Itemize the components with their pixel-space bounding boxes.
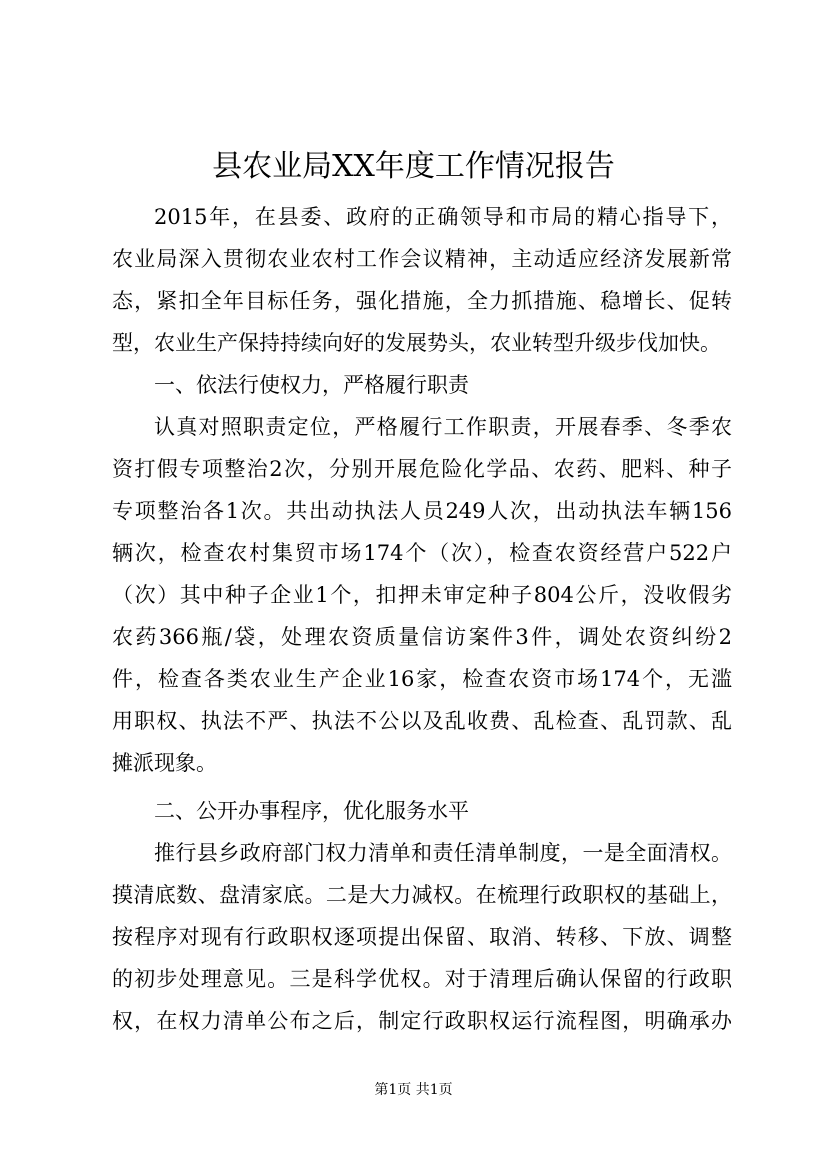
paragraph-3-line-4: 的初步处理意见。三是科学优权。对于清理后确认保留的行政职 [112,967,732,991]
document-title: 县农业局XX年度工作情况报告 [212,149,615,184]
paragraph-3-line-3: 按程序对现有行政职权逐项提出保留、取消、转移、下放、调整 [112,925,732,949]
paragraph-2-line-5: （次）其中种子企业1个，扣押未审定种子804公斤，没收假劣 [112,583,732,607]
page-footer: 第1页 共1页 [374,1082,453,1098]
paragraph-2-line-7: 件，检查各类农业生产企业16家，检查农资市场174个，无滥 [112,667,732,691]
section-heading-2: 二、公开办事程序，优化服务水平 [154,799,469,823]
paragraph-3-line-5: 权，在权力清单公布之后，制定行政职权运行流程图，明确承办 [112,1009,732,1033]
paragraph-2-line-8: 用职权、执法不严、执法不公以及乱收费、乱检查、乱罚款、乱 [112,709,732,733]
paragraph-1-line-2: 农业局深入贯彻农业农村工作会议精神，主动适应经济发展新常 [112,247,732,271]
paragraph-2-line-6: 农药366瓶/袋，处理农资质量信访案件3件，调处农资纠纷2 [112,625,732,649]
paragraph-2-line-9: 摊派现象。 [112,751,217,775]
paragraph-2-line-1: 认真对照职责定位，严格履行工作职责，开展春季、冬季农 [154,415,732,439]
paragraph-3-line-1: 推行县乡政府部门权力清单和责任清单制度，一是全面清权。 [154,841,732,865]
paragraph-1-line-1: 2015年，在县委、政府的正确领导和市局的精心指导下， [154,205,732,229]
paragraph-1-line-4: 型，农业生产保持持续向好的发展势头，农业转型升级步伐加快。 [112,331,721,355]
paragraph-2-line-3: 专项整治各1次。共出动执法人员249人次，出动执法车辆156 [112,499,732,523]
section-heading-1: 一、依法行使权力，严格履行职责 [154,373,469,397]
paragraph-2-line-4: 辆次，检查农村集贸市场174个（次），检查农资经营户522户 [112,541,732,565]
paragraph-1-line-3: 态，紧扣全年目标任务，强化措施，全力抓措施、稳增长、促转 [112,289,732,313]
paragraph-2-line-2: 资打假专项整治2次，分别开展危险化学品、农药、肥料、种子 [112,457,732,481]
paragraph-3-line-2: 摸清底数、盘清家底。二是大力减权。在梳理行政职权的基础上， [112,883,732,907]
document-body [112,196,732,1042]
